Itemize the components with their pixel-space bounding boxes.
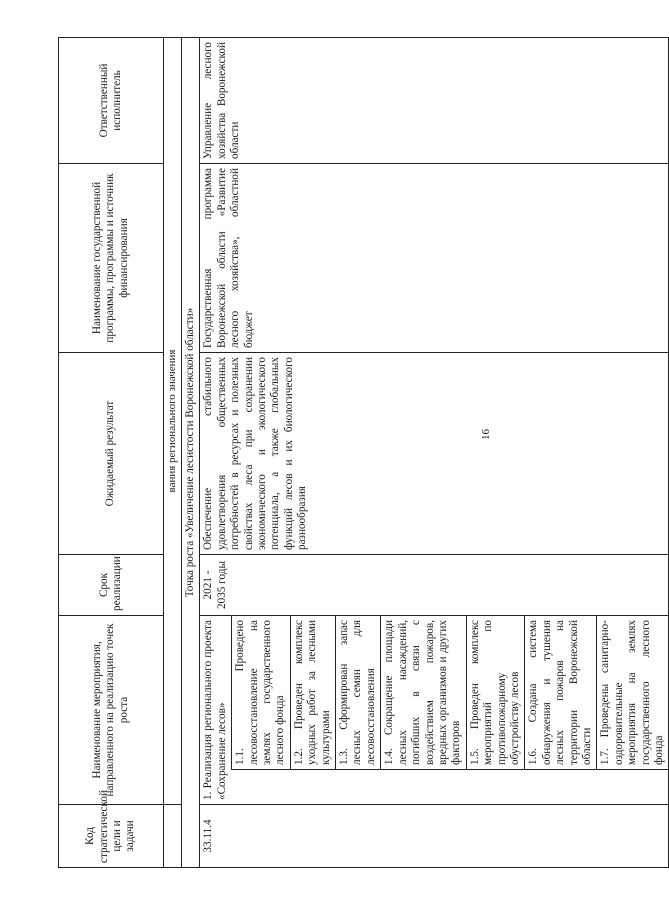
header-responsible: Ответственный исполнитель — [59, 38, 164, 164]
sub-item-1-2: 1.2. Проведен комплекс уходных работ за лесными культурами — [290, 616, 335, 770]
header-result: Ожидаемый результат — [59, 353, 164, 555]
continuation-text: вания регионального значения — [164, 38, 182, 805]
sub-item-1-4: 1.4. Сокращение площади лесных насаждений, погибших в связи с воздействием пожаров, вредных организмов и других факторов — [380, 616, 465, 770]
strategy-table — [58, 37, 669, 868]
table-row — [200, 38, 669, 868]
header-code: Код стратегической цели и задачи — [59, 805, 164, 868]
sub-item-1-1: 1.1. Проведено лесовосстановление на землях государственного лесного фонда — [231, 616, 290, 770]
growth-point-row — [182, 38, 200, 868]
header-measure: Наименование мероприятия, направленного на реализацию точек роста — [59, 616, 164, 805]
table-header-row — [59, 38, 164, 868]
header-program: Наименование государственной программы, программы и источник финансирования — [59, 164, 164, 353]
page-number: 16 — [480, 429, 492, 440]
row-responsible: Управление лесного хозяйства Воронежской области — [200, 38, 669, 164]
row-term: 2021 - 2035 годы — [200, 555, 669, 616]
row-code: 33.11.4 — [200, 805, 669, 868]
row-program: Государственная программа Воронежской области «Развитие лесного хозяйства», областной бюджет — [200, 164, 669, 353]
row-result: Обеспечение стабильного удовлетворения общественных потребностей в ресурсах и полезных свойствах леса при сохранении экономического и экологического потенциала, а также глобальных функций лесов и их биологического разнообразия — [200, 353, 669, 555]
header-term: Срок реализации — [59, 555, 164, 616]
sub-item-1-5: 1.5. Проведен комплекс мероприятий по противопожарному обустройству лесов — [466, 616, 525, 770]
sub-item-1-6: 1.6. Создана система обнаружения и тушения лесных пожаров на территории Воронежской области — [524, 616, 596, 770]
measure-title: 1. Реализация регионального проекта «Сохранение лесов» — [202, 620, 228, 800]
continuation-row — [164, 38, 182, 868]
sub-item-1-3: 1.3. Сформирован запас лесных семян для лесовосстановления — [335, 616, 380, 770]
row-measures — [200, 616, 669, 805]
rotated-table-container — [58, 38, 665, 868]
sub-item-1-7: 1.7. Проведены санитарно-оздоровительные мероприятия на землях государственного лесного фонда — [596, 616, 668, 770]
growth-point-title: Точка роста «Увеличение лесистости Воронежской области» — [182, 38, 200, 868]
